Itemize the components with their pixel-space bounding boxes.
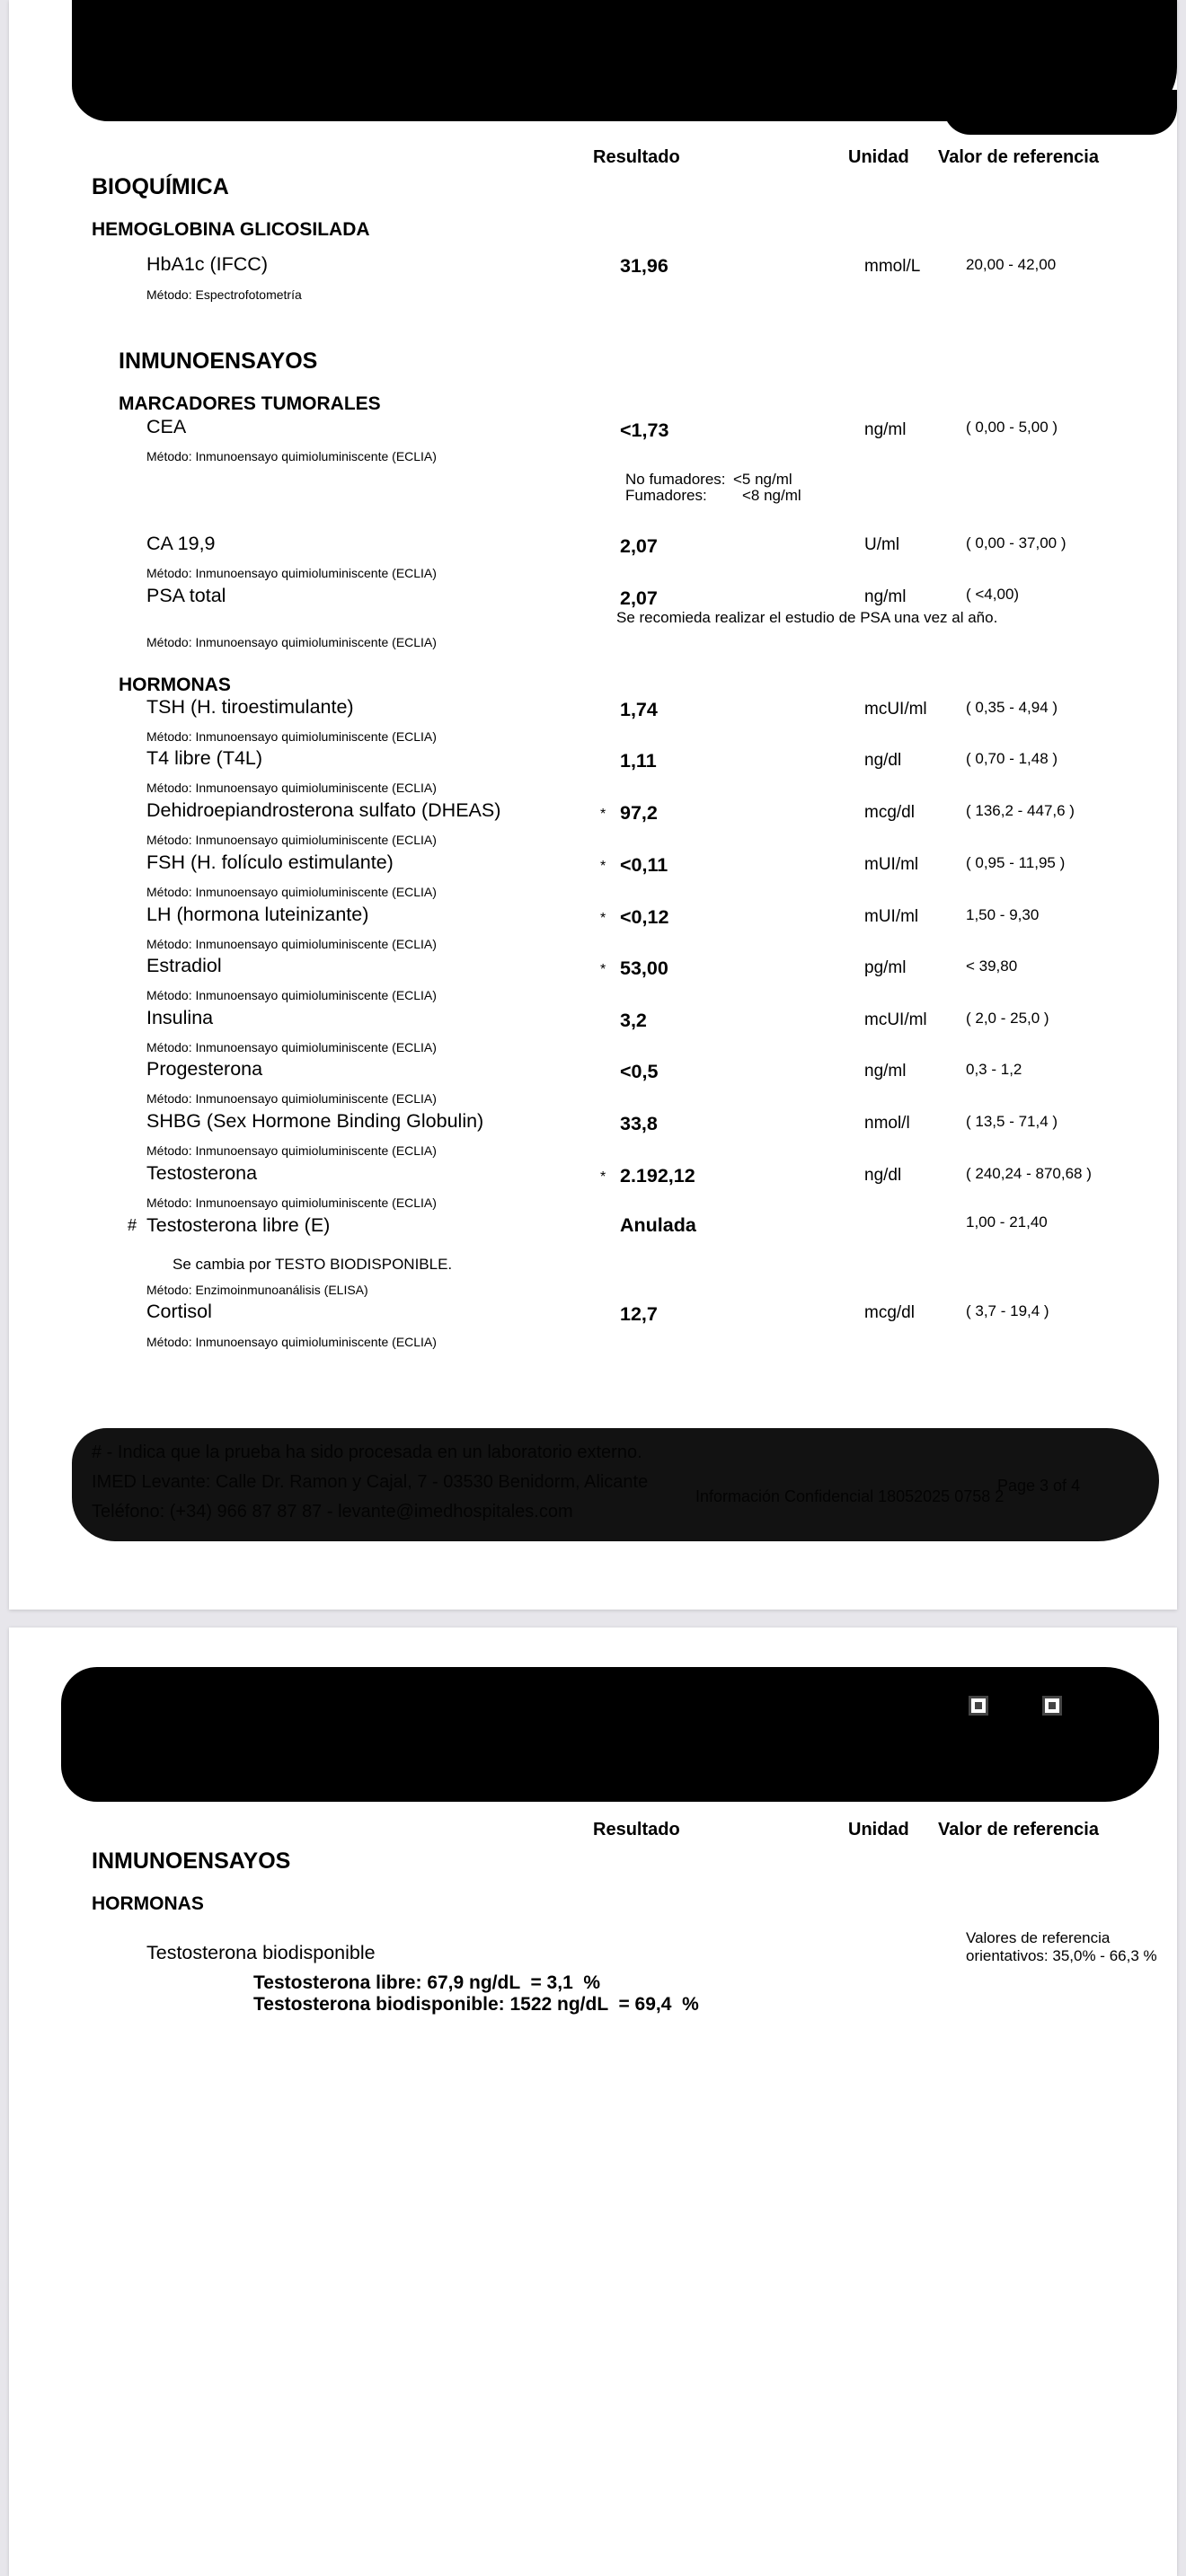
test-result-hba1c: 31,96 (620, 255, 668, 277)
test-method-hba1c: Método: Espectrofotometría (146, 287, 302, 302)
hormone-test-reference: ( 0,95 - 11,95 ) (966, 854, 1066, 871)
hormone-out-of-range-flag: * (600, 962, 606, 977)
test-result-psa: 2,07 (620, 587, 658, 609)
hormone-test-unit: mUI/ml (864, 907, 919, 926)
group-title-hormonas: HORMONAS (92, 1893, 204, 1914)
qr-code-icon (969, 1696, 988, 1716)
test-name-ca199: CA 19,9 (146, 533, 216, 554)
test-name-cortisol: Cortisol (146, 1301, 212, 1322)
section-title-bioquimica: BIOQUÍMICA (92, 174, 229, 199)
hormone-test-result: 2.192,12 (620, 1165, 695, 1187)
psa-recommendation-note: Se recomieda realizar el estudio de PSA una vez al año. (616, 609, 998, 626)
hormone-test-name: Testosterona (146, 1162, 258, 1184)
cea-note-smokers-label: Fumadores: (625, 487, 707, 504)
test-name-free-testosterone: Testosterona libre (E) (146, 1214, 331, 1236)
test-method-cortisol: Método: Inmunoensayo quimioluminiscente (ECLIA) (146, 1335, 437, 1349)
report-page-2 (9, 1628, 1177, 2576)
test-reference-psa: ( <4,00) (966, 586, 1020, 603)
hormone-test-reference: ( 13,5 - 71,4 ) (966, 1113, 1058, 1130)
hormone-out-of-range-flag: * (600, 859, 606, 874)
result-free-testosterone-percent: Testosterona libre: 67,9 ng/dL = 3,1 % (253, 1972, 601, 1993)
header-redaction (61, 1667, 1159, 1802)
footer-redaction (72, 1428, 1159, 1541)
hormone-test-name: SHBG (Sex Hormone Binding Globulin) (146, 1110, 484, 1132)
section-title-inmunoensayos: INMUNOENSAYOS (119, 348, 318, 374)
group-title-hormonas: HORMONAS (119, 675, 231, 695)
hormone-test-result: <0,12 (620, 906, 669, 928)
test-unit-ca199: U/ml (864, 535, 900, 554)
test-result-ca199: 2,07 (620, 535, 658, 557)
hormone-test-method: Método: Inmunoensayo quimioluminiscente (ECLIA) (146, 937, 437, 951)
test-unit-hba1c: mmol/L (864, 257, 921, 276)
hormone-test-reference: < 39,80 (966, 957, 1018, 975)
test-reference-free-testosterone: 1,00 - 21,40 (966, 1213, 1048, 1231)
cea-note-nonsmokers-value: <5 ng/ml (733, 471, 792, 488)
hormone-test-unit: mcUI/ml (864, 700, 927, 719)
cea-note-nonsmokers-label: No fumadores: (625, 471, 726, 488)
test-unit-cortisol: mcg/dl (864, 1303, 915, 1322)
hormone-test-result: 53,00 (620, 957, 668, 979)
test-method-psa: Método: Inmunoensayo quimioluminiscente (ECLIA) (146, 635, 437, 649)
test-name-hba1c: HbA1c (IFCC) (146, 253, 268, 275)
hormone-out-of-range-flag: * (600, 1169, 606, 1185)
hormone-test-method: Método: Inmunoensayo quimioluminiscente (ECLIA) (146, 1143, 437, 1158)
hormone-test-unit: ng/dl (864, 1166, 902, 1185)
hormone-test-reference: 1,50 - 9,30 (966, 906, 1040, 923)
hormone-test-method: Método: Inmunoensayo quimioluminiscente (ECLIA) (146, 1040, 437, 1054)
hormone-test-name: FSH (H. folículo estimulante) (146, 851, 394, 873)
cea-note-smokers-value: <8 ng/ml (742, 487, 801, 504)
hormone-test-method: Método: Inmunoensayo quimioluminiscente (ECLIA) (146, 1091, 437, 1106)
test-reference-hba1c: 20,00 - 42,00 (966, 256, 1057, 273)
test-reference-cortisol: ( 3,7 - 19,4 ) (966, 1302, 1049, 1319)
hormone-test-reference: 0,3 - 1,2 (966, 1061, 1022, 1078)
test-reference-cea: ( 0,00 - 5,00 ) (966, 419, 1058, 436)
hormone-test-method: Método: Inmunoensayo quimioluminiscente (ECLIA) (146, 833, 437, 847)
test-method-cea: Método: Inmunoensayo quimioluminiscente (ECLIA) (146, 449, 437, 463)
result-bioavailable-testosterone-percent: Testosterona biodisponible: 1522 ng/dL = 69,4 % (253, 1994, 699, 2015)
reference-label-line2: orientativos: 35,0% - 66,3 % (966, 1947, 1157, 1964)
hormone-test-method: Método: Inmunoensayo quimioluminiscente (ECLIA) (146, 1195, 437, 1210)
test-unit-psa: ng/ml (864, 587, 907, 606)
test-name-bioavailable-testosterone: Testosterona biodisponible (146, 1942, 376, 1963)
hormone-test-reference: ( 0,35 - 4,94 ) (966, 699, 1058, 716)
hormone-test-unit: pg/ml (864, 958, 907, 977)
hormone-test-unit: ng/ml (864, 1062, 907, 1081)
free-testosterone-note: Se cambia por TESTO BIODISPONIBLE. (173, 1256, 453, 1273)
test-name-cea: CEA (146, 416, 187, 437)
reference-label-line1: Valores de referencia (966, 1929, 1111, 1946)
group-title-marcadores: MARCADORES TUMORALES (119, 393, 381, 414)
section-title-inmunoensayos: INMUNOENSAYOS (92, 1848, 291, 1874)
hormone-test-reference: ( 2,0 - 25,0 ) (966, 1010, 1049, 1027)
hormone-test-reference: ( 240,24 - 870,68 ) (966, 1165, 1092, 1182)
column-header-reference: Valor de referencia (938, 147, 1099, 167)
column-header-result: Resultado (593, 1820, 680, 1839)
hormone-test-unit: mUI/ml (864, 855, 919, 874)
test-name-psa: PSA total (146, 585, 226, 606)
hormone-test-name: TSH (H. tiroestimulante) (146, 696, 354, 718)
hormone-test-method: Método: Inmunoensayo quimioluminiscente (ECLIA) (146, 885, 437, 899)
hormone-test-unit: mcg/dl (864, 803, 915, 822)
hormone-test-method: Método: Inmunoensayo quimioluminiscente (ECLIA) (146, 988, 437, 1002)
hormone-test-unit: nmol/l (864, 1114, 910, 1133)
qr-code-icon (1042, 1696, 1062, 1716)
hormone-test-method: Método: Inmunoensayo quimioluminiscente (ECLIA) (146, 781, 437, 795)
hormone-test-result: 97,2 (620, 802, 658, 824)
test-result-cortisol: 12,7 (620, 1303, 658, 1325)
test-unit-cea: ng/ml (864, 420, 907, 439)
hormone-test-unit: ng/dl (864, 751, 902, 770)
external-lab-hash: # (128, 1216, 137, 1234)
hormone-test-result: 33,8 (620, 1113, 658, 1134)
hormone-test-result: 1,74 (620, 699, 658, 720)
hormone-test-reference: ( 136,2 - 447,6 ) (966, 802, 1075, 819)
hormone-test-result: <0,11 (620, 854, 668, 876)
report-page-1 (9, 0, 1177, 1610)
hormone-test-result: 1,11 (620, 750, 657, 772)
hormone-test-name: Dehidroepiandrosterona sulfato (DHEAS) (146, 799, 501, 821)
header-redaction-tail (943, 90, 1177, 135)
column-header-result: Resultado (593, 147, 680, 167)
column-header-unit: Unidad (848, 1820, 909, 1839)
hormone-test-method: Método: Inmunoensayo quimioluminiscente (ECLIA) (146, 729, 437, 744)
test-result-free-testosterone: Anulada (620, 1214, 696, 1236)
hormone-test-reference: ( 0,70 - 1,48 ) (966, 750, 1058, 767)
test-reference-ca199: ( 0,00 - 37,00 ) (966, 534, 1067, 551)
column-header-reference: Valor de referencia (938, 1820, 1099, 1839)
group-title-hemoglobina: HEMOGLOBINA GLICOSILADA (92, 219, 370, 240)
column-header-unit: Unidad (848, 147, 909, 167)
hormone-out-of-range-flag: * (600, 911, 606, 926)
hormone-test-name: LH (hormona luteinizante) (146, 904, 369, 925)
test-method-ca199: Método: Inmunoensayo quimioluminiscente (ECLIA) (146, 566, 437, 580)
hormone-test-name: Estradiol (146, 955, 222, 976)
test-result-cea: <1,73 (620, 419, 669, 441)
hormone-test-name: Progesterona (146, 1058, 263, 1080)
hormone-out-of-range-flag: * (600, 807, 606, 822)
test-method-free-testosterone: Método: Enzimoinmunoanálisis (ELISA) (146, 1283, 368, 1297)
hormone-test-name: T4 libre (T4L) (146, 747, 263, 769)
hormone-test-result: <0,5 (620, 1061, 659, 1082)
hormone-test-unit: mcUI/ml (864, 1010, 927, 1029)
hormone-test-name: Insulina (146, 1007, 214, 1028)
hormone-test-result: 3,2 (620, 1010, 647, 1031)
